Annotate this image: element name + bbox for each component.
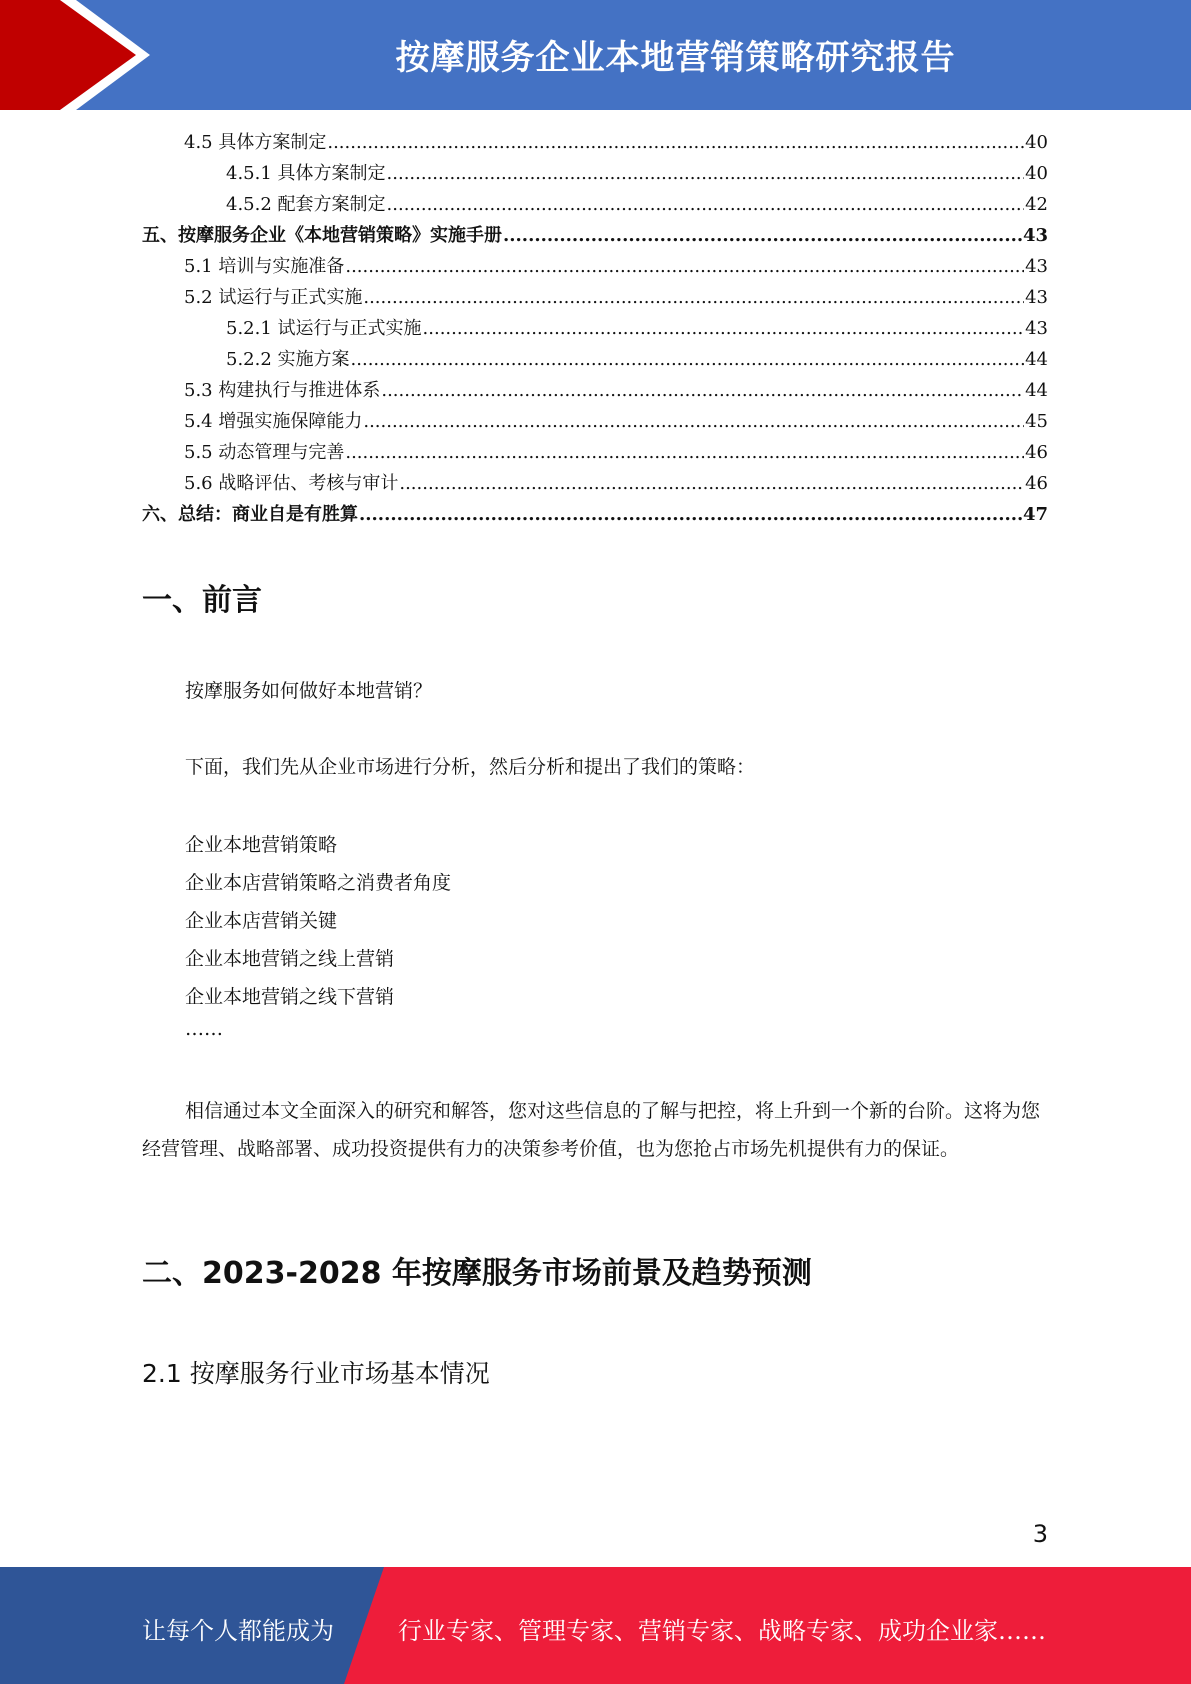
toc-entry-page: 45: [1025, 411, 1048, 432]
intro-paragraph: 下面，我们先从企业市场进行分析，然后分析和提出了我们的策略：: [185, 756, 756, 778]
footer-slogan-left: 让每个人都能成为: [142, 1617, 334, 1645]
section-heading-preface: 一、前言: [142, 583, 262, 618]
table-of-contents: [142, 128, 1048, 531]
toc-entry-page: 42: [1025, 194, 1048, 215]
toc-entry[interactable]: [142, 190, 1048, 221]
toc-entry[interactable]: [142, 345, 1048, 376]
toc-entry-title: 5.1 培训与实施准备: [184, 256, 345, 277]
toc-entry[interactable]: [142, 128, 1048, 159]
conclusion-paragraph: 相信通过本文全面深入的研究和解答，您对这些信息的了解与把控，将上升到一个新的台阶。这将为您经营管理、战略部署、成功投资提供有力的决策参考价值，也为您抢占市场先机提供有力的保证。: [142, 1100, 1041, 1160]
toc-leader-dots: [327, 132, 1024, 153]
list-item: 企业本地营销策略: [185, 834, 338, 856]
toc-entry-title: 5.4 增强实施保障能力: [184, 411, 363, 432]
toc-entry-page: 40: [1025, 163, 1048, 184]
toc-entry[interactable]: [142, 438, 1048, 469]
toc-entry-page: 43: [1025, 256, 1048, 277]
toc-entry-page: 46: [1025, 473, 1048, 494]
toc-entry[interactable]: [142, 376, 1048, 407]
toc-leader-dots: [345, 442, 1024, 463]
toc-entry-page: 43: [1022, 225, 1048, 246]
toc-entry-title: 4.5 具体方案制定: [184, 132, 327, 153]
section-heading-market-forecast: 二、2023-2028 年按摩服务市场前景及趋势预测: [142, 1256, 812, 1291]
toc-entry[interactable]: [142, 314, 1048, 345]
toc-entry[interactable]: [142, 500, 1048, 531]
toc-entry[interactable]: [142, 283, 1048, 314]
toc-entry-title: 5.5 动态管理与完善: [184, 442, 345, 463]
toc-leader-dots: [363, 287, 1024, 308]
toc-entry-title: 5.2 试运行与正式实施: [184, 287, 363, 308]
toc-leader-dots: [363, 411, 1024, 432]
list-item: 企业本地营销之线下营销: [185, 986, 395, 1008]
toc-entry-page: 44: [1025, 380, 1048, 401]
page-number: 3: [1032, 1520, 1048, 1548]
header-arrow-decoration: [0, 0, 160, 110]
toc-entry-title: 5.3 构建执行与推进体系: [184, 380, 381, 401]
toc-leader-dots: [399, 473, 1024, 494]
list-item: 企业本店营销关键: [185, 910, 338, 932]
toc-entry-title: 5.2.1 试运行与正式实施: [226, 318, 422, 339]
toc-entry-page: 43: [1025, 318, 1048, 339]
list-item: ……: [185, 1018, 223, 1040]
toc-leader-dots: [359, 504, 1022, 525]
toc-entry[interactable]: [142, 221, 1048, 252]
list-item: 企业本店营销策略之消费者角度: [185, 872, 452, 894]
toc-entry-page: 40: [1025, 132, 1048, 153]
toc-entry-page: 44: [1025, 349, 1048, 370]
toc-leader-dots: [423, 318, 1025, 339]
toc-leader-dots: [351, 349, 1025, 370]
header-red-arrow: [0, 0, 142, 110]
toc-entry-title: 五、按摩服务企业《本地营销策略》实施手册: [142, 225, 502, 246]
toc-leader-dots: [345, 256, 1024, 277]
toc-entry[interactable]: [142, 159, 1048, 190]
toc-entry-page: 43: [1025, 287, 1048, 308]
footer-slogan-right: 行业专家、管理专家、营销专家、战略专家、成功企业家……: [398, 1617, 1046, 1645]
toc-entry[interactable]: [142, 407, 1048, 438]
toc-entry[interactable]: [142, 469, 1048, 500]
list-item: 企业本地营销之线上营销: [185, 948, 395, 970]
toc-leader-dots: [387, 163, 1025, 184]
toc-leader-dots: [503, 225, 1022, 246]
toc-entry[interactable]: [142, 252, 1048, 283]
toc-entry-title: 4.5.2 配套方案制定: [226, 194, 386, 215]
subsection-heading: 2.1 按摩服务行业市场基本情况: [142, 1359, 490, 1388]
question-paragraph: 按摩服务如何做好本地营销？: [185, 680, 433, 702]
toc-leader-dots: [381, 380, 1024, 401]
toc-entry-title: 5.2.2 实施方案: [226, 349, 350, 370]
toc-entry-page: 47: [1022, 504, 1048, 525]
toc-entry-title: 4.5.1 具体方案制定: [226, 163, 386, 184]
toc-entry-title: 六、总结：商业自是有胜算: [142, 504, 358, 525]
page-footer: [0, 1567, 1191, 1684]
strategy-list: [185, 826, 451, 1042]
toc-leader-dots: [387, 194, 1025, 215]
toc-entry-title: 5.6 战略评估、考核与审计: [184, 473, 399, 494]
toc-entry-page: 46: [1025, 442, 1048, 463]
header-title: 按摩服务企业本地营销策略研究报告: [395, 38, 956, 78]
page-header: [0, 0, 1191, 110]
